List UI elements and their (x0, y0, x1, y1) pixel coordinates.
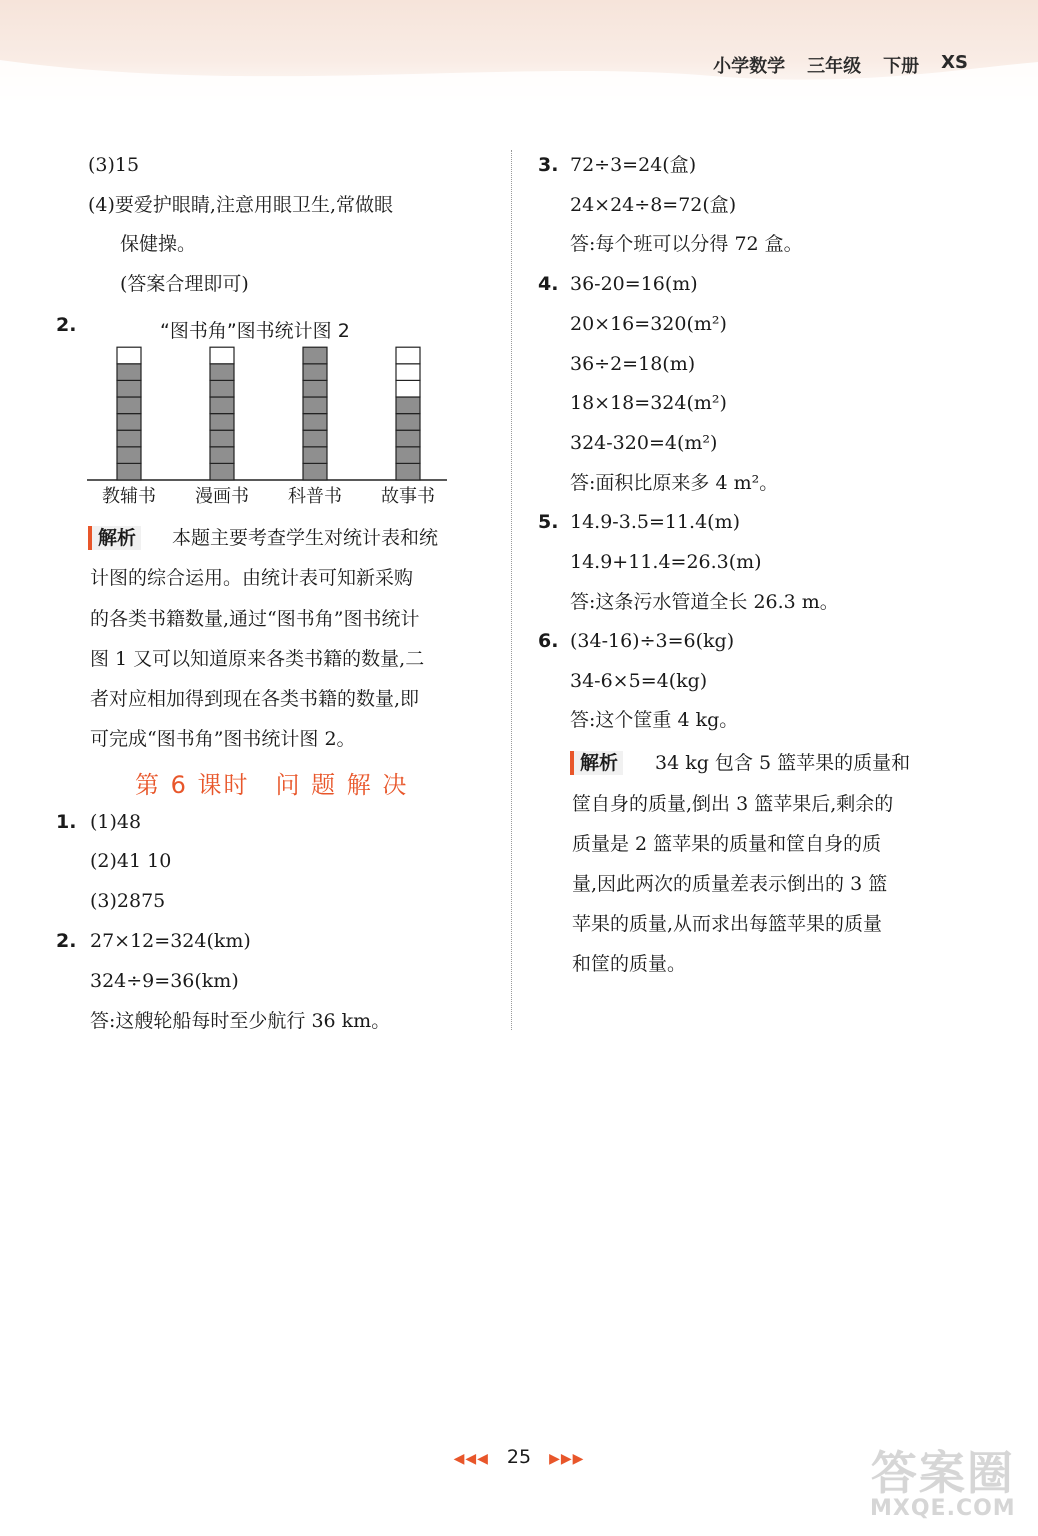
chart-bar-cell-filled (210, 463, 234, 480)
chart-bar-cell-filled (396, 414, 420, 431)
answer-line: 36-20=16(m) (570, 273, 698, 295)
chart-bar (210, 347, 234, 480)
chart-bar-cell-filled (117, 397, 141, 414)
chart-category-label: 故事书 (381, 486, 435, 507)
answer-line: 34-6×5=4(kg) (570, 670, 708, 692)
header-volume: 下册 (883, 56, 920, 77)
chart-bar-cell-filled (396, 430, 420, 447)
answer-line: 14.9-3.5=11.4(m) (570, 511, 741, 533)
chart-bar-cell-filled (396, 463, 420, 480)
answer-line: 答:这个筐重 4 kg。 (570, 709, 739, 731)
chart-bar-cell-filled (303, 430, 327, 447)
answer-line: 保健操。 (120, 233, 197, 255)
page-number: 25 (506, 1446, 532, 1468)
answer-line: 324-320=4(m²) (570, 432, 718, 454)
analysis-line: 质量是 2 篮苹果的质量和筐自身的质 (572, 833, 882, 855)
question-number: 1. (56, 811, 77, 833)
analysis-line: 筐自身的质量,倒出 3 篮苹果后,剩余的 (572, 793, 894, 815)
chart-bar-cell-filled (210, 447, 234, 464)
answer-line: 324÷9=36(km) (90, 970, 239, 992)
answer-line: 答:面积比原来多 4 m²。 (570, 472, 779, 494)
answer-line: 答:每个班可以分得 72 盒。 (570, 233, 803, 255)
prev-arrows-icon: ◀◀◀ (453, 1451, 489, 1467)
answer-line: (3)15 (88, 154, 140, 176)
answer-line: 答:这艘轮船每时至少航行 36 km。 (90, 1010, 391, 1032)
chart-category-label: 科普书 (288, 486, 342, 507)
analysis-line: 34 kg 包含 5 篮苹果的质量和 (655, 752, 911, 774)
chart-bar (396, 347, 420, 480)
answer-line: (答案合理即可) (120, 273, 249, 295)
chart-bar-cell-filled (303, 347, 327, 364)
lesson-title (135, 765, 434, 800)
next-arrows-icon: ▶▶▶ (549, 1451, 585, 1467)
analysis-line: 本题主要考查学生对统计表和统 (172, 527, 439, 549)
header-subject: 小学数学 (713, 56, 786, 77)
chart-bar-cell-filled (117, 380, 141, 397)
chart-bar-cell-filled (396, 397, 420, 414)
answer-line: 答:这条污水管道全长 26.3 m。 (570, 591, 839, 613)
chart-category-label: 教辅书 (102, 486, 156, 507)
answer-line: (2)41 10 (90, 850, 172, 872)
answer-line: (1)48 (90, 811, 142, 833)
question-number: 2. (56, 930, 77, 952)
chart-title: “图书角”图书统计图 2 (160, 320, 350, 342)
answer-line: 27×12=324(km) (90, 930, 251, 952)
answer-line: 18×18=324(m²) (570, 392, 727, 414)
column-divider (511, 150, 512, 1030)
chart-bar-cell-filled (303, 414, 327, 431)
chart-bar (117, 347, 141, 480)
chart-bar-cell-empty (210, 347, 234, 364)
header-grade: 三年级 (807, 56, 862, 77)
watermark (870, 1446, 1016, 1521)
bar-chart (85, 340, 455, 510)
analysis-tag: 解析 (88, 526, 141, 550)
chart-bar-cell-filled (303, 463, 327, 480)
chart-bar-cell-filled (117, 414, 141, 431)
question-number: 5. (538, 511, 559, 533)
chart-bar-cell-filled (210, 364, 234, 381)
chart-bar-cell-empty (117, 347, 141, 364)
answer-line: (4)要爱护眼睛,注意用眼卫生,常做眼 (88, 194, 393, 216)
answer-line: (34-16)÷3=6(kg) (570, 630, 735, 652)
chart-bar-cell-filled (303, 364, 327, 381)
answer-line: 20×16=320(m²) (570, 313, 727, 335)
chart-bar-cell-filled (303, 447, 327, 464)
chart-bar-cell-filled (303, 380, 327, 397)
question-number: 4. (538, 273, 559, 295)
answer-line: 14.9+11.4=26.3(m) (570, 551, 762, 573)
analysis-line: 图 1 又可以知道原来各类书籍的数量,二 (90, 648, 425, 670)
chart-bar-cell-filled (210, 414, 234, 431)
chart-bar-cell-empty (396, 364, 420, 381)
lesson-number: 第 6 课时 (135, 771, 250, 799)
chart-bar-cell-empty (396, 347, 420, 364)
analysis-tag: 解析 (570, 751, 623, 775)
analysis-line: 可完成“图书角”图书统计图 2。 (90, 728, 356, 750)
watermark-line1: 答案圈 (870, 1446, 1015, 1500)
analysis-line: 计图的综合运用。由统计表可知新采购 (90, 567, 414, 589)
answer-line: (3)2875 (90, 890, 166, 912)
chart-bar-cell-filled (117, 463, 141, 480)
chart-bar-cell-filled (210, 430, 234, 447)
header-edition: XS (941, 52, 968, 73)
page-header (713, 52, 968, 78)
question-number: 3. (538, 154, 559, 176)
question-number: 6. (538, 630, 559, 652)
chart-bar-cell-filled (117, 430, 141, 447)
chart-bar-cell-filled (396, 447, 420, 464)
answer-line: 72÷3=24(盒) (570, 154, 697, 176)
chart-bar-cell-filled (303, 397, 327, 414)
chart-bar-cell-filled (117, 447, 141, 464)
analysis-line: 量,因此两次的质量差表示倒出的 3 篮 (572, 873, 888, 895)
analysis-line: 的各类书籍数量,通过“图书角”图书统计 (90, 608, 420, 630)
chart-bar-cell-filled (210, 397, 234, 414)
question-number: 2. (56, 314, 77, 336)
chart-bar-cell-filled (117, 364, 141, 381)
analysis-line: 者对应相加得到现在各类书籍的数量,即 (90, 688, 420, 710)
chart-bar (303, 347, 327, 480)
chart-category-label: 漫画书 (195, 486, 249, 507)
watermark-line2: MXQE.COM (870, 1496, 1016, 1521)
answer-line: 24×24÷8=72(盒) (570, 194, 737, 216)
analysis-line: 苹果的质量,从而求出每篮苹果的质量 (572, 913, 883, 935)
chart-bar-cell-empty (396, 380, 420, 397)
chart-bar-cell-filled (210, 380, 234, 397)
answer-line: 36÷2=18(m) (570, 353, 696, 375)
analysis-line: 和筐的质量。 (572, 953, 687, 975)
lesson-name: 问 题 解 决 (275, 771, 409, 799)
